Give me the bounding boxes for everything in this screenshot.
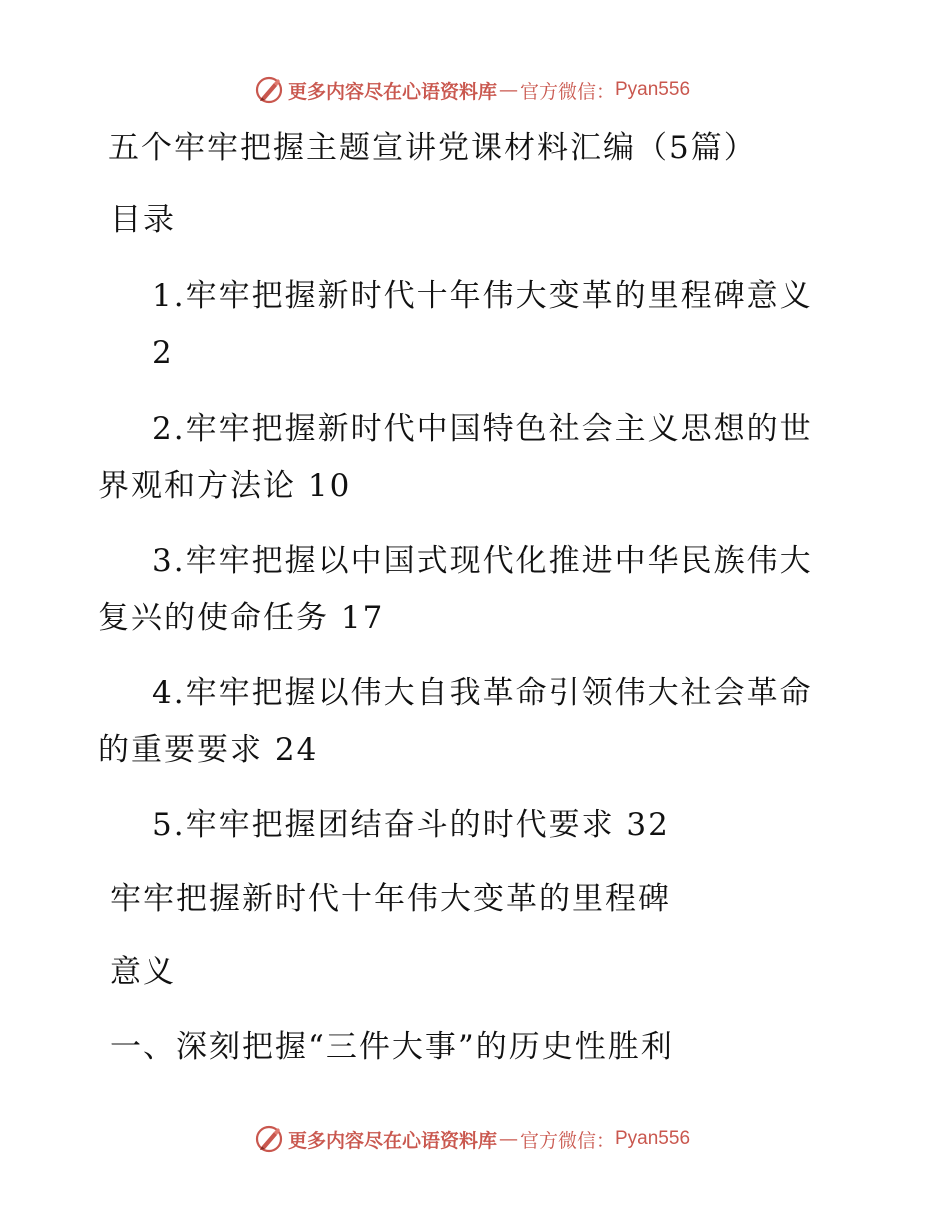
- section-title-line2: 意义: [110, 954, 176, 990]
- watermark-site-text: 更多内容尽在心语资料库: [287, 1129, 497, 1152]
- toc-item-4-line1: 4.牢牢把握以伟大自我革命引领伟大社会革命: [152, 675, 813, 711]
- toc-item-1-page: 2: [152, 335, 173, 371]
- watermark-site-text: 更多内容尽在心语资料库: [287, 80, 497, 103]
- toc-item-1-line1: 1.牢牢把握新时代十年伟大变革的里程碑意义: [152, 278, 813, 314]
- toc-item-4-line2: 的重要要求 24: [98, 732, 319, 768]
- watermark-banner-top: [0, 70, 950, 110]
- pen-logo-icon: [254, 1124, 284, 1154]
- toc-item-2-line1: 2.牢牢把握新时代中国特色社会主义思想的世: [152, 411, 813, 447]
- subheading: 一、深刻把握“三件大事”的历史性胜利: [110, 1029, 674, 1065]
- watermark-dash: —: [498, 1128, 518, 1150]
- document-title: 五个牢牢把握主题宣讲党课材料汇编（5篇）: [108, 130, 757, 166]
- toc-item-2-line2: 界观和方法论 10: [98, 468, 352, 504]
- watermark-wechat-label: 官方微信：: [519, 1129, 615, 1152]
- toc-item-3-line2: 复兴的使命任务 17: [98, 600, 385, 636]
- watermark-wechat-label: 官方微信：: [519, 80, 615, 103]
- toc-item-3-line1: 3.牢牢把握以中国式现代化推进中华民族伟大: [152, 543, 813, 579]
- section-title-line1: 牢牢把握新时代十年伟大变革的里程碑: [110, 881, 671, 917]
- watermark-dash: —: [498, 79, 518, 101]
- toc-item-5-line1: 5.牢牢把握团结奋斗的时代要求 32: [152, 807, 670, 843]
- watermark-wechat-id: Pyan556: [615, 1128, 691, 1149]
- watermark-wechat-id: Pyan556: [615, 79, 691, 100]
- watermark-banner-bottom: [0, 1119, 950, 1159]
- pen-logo-icon: [254, 75, 284, 105]
- toc-heading: 目录: [110, 202, 176, 238]
